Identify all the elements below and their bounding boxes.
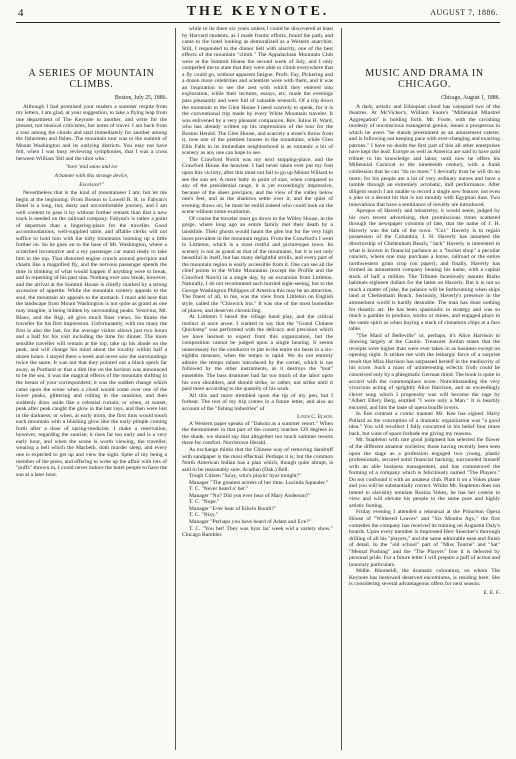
author-signature: E. E. F. [483, 590, 500, 597]
column-1 [16, 26, 167, 754]
paragraph: while to lie there six years unless I could be discovered at least by Harvard students, as I made frantic efforts, found the path, and came to the hotel looking as demoralized as a Western anarchist. Still, I responded to the dinner bell with alacrity, one of the best effects of the mountain "climb." The Appalachian Mountain Club were at the Summit House the second week of July, and I only compelled me to state that they were able to climb everywhere that a fly could go, without apparent fatigue. Profs. Fay, Pickering and a dozen more celebrities and scientists were with them, and it was an inspiration to see the zest with which they entered into exploration, while their lectures, essays, etc. made the evenings pass pleasantly and were full of valuable research. Of a trip down the mountain to the Glen House I need scarcely to speak, for it is the conventional trip made by every White Mountain traveler. It was enlivened by a very pleasant companion, Rev. Julius H. Ward, who has already written up his impressions of the tour for the Boston Herald. The Glen House, and scarcely a stone's throw from it, rose one of the prettiest houses in the mountains, while Glen Ellis Falls in its immediate neighborhood is as romantic a bit of scenery as any one can hope to see. [182, 26, 333, 157]
paragraph: Mr. Stapleton with rare good judgment has selected the flower of the different amateur societies; those having recently been seen upon the stage as a profession engaged two young, plastic professionals, secured solid financial backing, surrounded himself with an able business management, and has commenced the forming of a company which is felicitously named "The Players." Do not confound it with an amateur club. Plant it on a Vokes plane and you will be substantially correct. Whilst Mr. Stapleton does not intend to slavishly emulate Rosina Vokes, he has her coterie in view and will elevate his people to the same pure and highly artistic footing. [349, 437, 500, 509]
paragraph: Tough Citizen "Sa'ay, who's playin' hyar tonight?" [189, 473, 302, 480]
page-header [16, 4, 500, 23]
paragraph: The Crawford Notch was my next stopping-place, and the Crawford House the heaviest. I had never taken ever put my foot upon this vicinity, after this must not fail to go up Mount Willard to see the sun set. A mere baby in point of size, when compared to any of the presidential range, it is yet exceedingly impressive, because of the sheer precipice, and the view of the valley below one's feet, and as the shadows settle over it, and the quiet of evening draws on, he must be stolid indeed who could look on the scene without some exaltation. [182, 156, 333, 216]
paragraph: Although I had promised your readers a summer respite from my letters, I am glad, at your suggestion, to take a flying leap from one department of The Keynote to another, and write for the present, not musical criticisms, but notes of travel. I am back from a tour among the clouds and start immediately for another among the fishermen and fishes. The mountain tour was to the summit of Mount Washington and its outlying districts. You may not have felt, when I was busy reviewing symphonies, that I was a cross between William Tell and the idiot who: [16, 103, 167, 162]
paragraph: A Western paper speaks of "Dakota as a summer resort." When the thermometer in that part of the country reaches 120 degrees in the shade, we should say that altogether too much summer resorts there for comfort. Norristown Herald. [182, 420, 333, 447]
paragraph: Nevertheless that is the kind of mountaineer I am; but let me begin at the beginning: From Boston to Lowell R. R. to Fabyan's Hotel is a long, hot, dusty and uncomfortable journey, and I am well content to pass it by without further remark than that a new track is needed on the railroad company. Fabyan's is rather a point of departure than a lingering-place for the traveller. Good accommodations, well-supplied table, and affable clerks will not suffice to hold him with the lofty mountains looming up a little further on. So he goes on to the base of Mt. Washington, where a scratched locomotive and a toy passenger car stand ready to take him to the top. That distorted engine crawls around precipice and chasm like a magnified fly, and the nervous passenger spends the time in thinking of what would happen if anything were to break, and in repenting of his past sins. Nothing ever saw break, however, and the arrival at the Summit House is chiefly marked by a strong accession of appetite. While the mountain scenery appeals to the soul, the mountain air appeals to the stomach. I must add here that the landscape from Mount Washington is not quite as grand as one may imagine, it being hidden by surrounding peaks. Vesuvius, Mt. Blanc, and the Rigi, all give much finer views. So thinks the traveller for his first impression. Unfortunately, with too many the first is also the last, for the average visitor allows just two hours and a half for his visit including the time for dinner. The more sensible traveller will remain at the top, take up his abode on the peak, and will change his mind about the locality within half a dozen hours. I stayed there a week and never saw the surroundings twice the same. It was not that they pointed out a black speck far away, as Portland or that a dim line on the horizon was announced to be the sea, it was the magical effects of the mountain shifting in the breast of your correspondent; it was the sudden change which came upon the scene when a cloud would come over one of the lower peaks, glittering and rolling in the sunshine, and then suddenly draw aside like a celestial curtain; or when, at sunset, peak after peak caught the glow in the last rays, and then were lost in the darkness; or when, at early morn, the first tints would touch each mountain with a blushing glow like the early pimple coming forth after a dose of spring-medicine. I make a reservation, however, regarding the sunrise; it rises far too early and is a very early hour, and when the scene is worth viewing, the traveller, wearing a bell which the Macbeth, doth murder sleep, and every one is expected to get up and view the sight. Spite of my being a member of the press, and offering to write up the affair with lots of "puffs" thrown in, I could never induce the hotel people to have the sun at a later hour. [16, 190, 167, 478]
paragraph: Manager "The greatest actress of her time, Lucinda Squealer." [189, 479, 329, 486]
article-heading: A SERIES OF MOUNTAIN CLIMBS. [28, 68, 155, 90]
paragraph: In fine contrast a comic manner Mr. Kee has signed. Harry Pollard as the conception of a dramatic organization was "a good idea." You will recollect I fully concurred in his belief four times back, but want of space forbade me giving my reasons. [349, 411, 500, 437]
paragraph: "The Maid of Belleville" or, perhaps, it's Alice Harrison to drawing largely at the Casino. Treasurer Jordan states that the receipts were higher than were ever taken in as business except on opening night. It strikes me with the lethargic force of a surprise result that Miss Harrison has surpassed herself in the mediocrity of his score. Such a mass of uninteresting eclectic froth could be conceived only by a phlegmatic German mind. The book is quite in accord with the commonplace score. Notwithstanding the very vivacious acting of sprightly Alice Harrison, and an exceedingly clever song which I propensity was will become the rage by "Albert Ellery Berg, entitled "I were only a Man." It is heartily encored, and hits the taste of opera bouffe lovers. [349, 332, 500, 411]
paragraph: Of course the traveler must go down to the Willey House, in the gorge, where long ago an entire family met their death by a landslide. Their ghosts would haunt the glen but for the very high taxes prevalent in the mountain region. From the Crawford's I went to Littleton, which is a most restful and picturesque town. Its scenery is not as grand as that of the mountains, but it is not only beautiful in itself, but has many delightful strolls, and every part of the mountain region is easily accessible from it. One can see all the chief points in the White Mountains (except the Profile and the Crawford Notch) in a single day, by an excursion from Littleton. Naturally, I do not recommend such hurried sight-seeing, but to the George Washington Philippos of America this may be an attraction. The finest of all, to me, was the view from Littleton on English style, called the "Chiswick Inn." It was one of the most homelike of places, and deserves chronicling. [182, 215, 333, 314]
paragraph: All this and more trembled upon the tip of my pen, but I forbear. The rest of my trip comes in a future letter, and also an account of the "fishing industries" of [182, 392, 333, 412]
paragraph: Manager "No? Did you ever hear of Mary Anderson?" [189, 492, 311, 499]
author-signature: Louis C. Elson. [297, 414, 333, 421]
columns [16, 26, 500, 754]
page-number: 4 [18, 7, 24, 19]
column-2 [182, 26, 333, 754]
paragraph: T. C. "Never heard o' her." [189, 486, 249, 493]
verse-line: "bore 'mid snow and ice [65, 164, 118, 171]
dateline: Boston, July 25, 1886. [114, 95, 167, 101]
column-rule [175, 28, 176, 750]
paragraph: Mdlle. Rhomeldi, the dramatic coloratura, on whom The Keynote has bestowed deserved encomiums, is residing here. She is considering several advantageous offers for next season. [349, 568, 500, 588]
column-3 [349, 26, 500, 754]
verse-line: A banner with this strange device, [54, 173, 129, 180]
verse-line: Excelsior!" [79, 181, 104, 188]
issue-date: AUGUST 7, 1886. [430, 8, 498, 17]
paragraph: Manager "Ever hear of Edwin Booth?" [189, 505, 277, 512]
paragraph: As exchange thinks that the Chinese way of removing dandruff with sandpaper is the most effectual. Perhaps it is; but the common North American Indian has a plan which, though quite abrupt, is said to be reasonably sure. Acadian (Dak.) Bell. [182, 447, 333, 473]
paragraph: A dark, artistic and Ethiopian cloud has canopied two of the theatres. At McVicker's, William Foote's "Millennial Minstrel Aggregation" is holding forth. Mr. Foote, with the ravishing modesty of unconscious managerial genius, issues a prospectus in which he avers "he stands preeminent as an amusement caterer, and is following out keeping pace with ever-changing and exacting patrons." I have no doubt the first part of this all other enterprises have kept the lead. Europe as well as America are said to have paid tribute to his knowledge and labor, until now he offers his Millennial Carnival to the nineteenth century, with a frank confession that he can "do no more." I devoutly trust he will do no more, for his people are a lot of very ordinary nurses and have a tumble through an extremely acrobatic, dull performance. After diligent search I am unable to record a single new feature; not even a joke or a decent hit that is not mouldy with Egyptian dust. Two innovations that have a semblance of novelty are introduced. [349, 103, 500, 208]
paragraph: Apropos of Haverly and minstrelsy, it would seem, judged by his own recent advertising, that promiscuous times scattered through the newspaper columns of late, that the name of J. H. Haverly was the talk of the town. "Col." Haverly is to regain possession of the Columbia; J. H. Haverly has assumed the directorship of Cheltenham Beach; "Jack" Haverly is interested in what is known in financial parlance as a "bucket shop" a peculiar concern, where one may purchase a horse, railroad or the entire northwestern grain crop (on paper); and finally, Haverly has formed an amusement company bearing his name, with a capital stock of half a million. The Tribune facetiously assures Rialto habitués eighteen dollars for the latest on Haverly. But it is not so much a matter of joke, the palance will be forthcoming when ships land at Cheltenham Beach. Seriously, Haverly's presence in the amusement world is hardly desirable. The man has done nothing for theatric art. He has been spasmodic in strategy and was so much a gamble in produce, stocks or mines, and engaged plays in the same spirit as when buying a stack of cinnamon chips at a faro table. [349, 208, 500, 333]
column-rule [341, 28, 342, 750]
paragraph: T. C. "You bet! They was hyar las' week wid a variety show." Chicago Rambler. [182, 525, 333, 539]
paragraph: Manager "Perhaps you have heard of Adam and Eve?" [189, 519, 311, 526]
paragraph: T. C. "Nixy." [189, 512, 219, 519]
paragraph: T. C. "Nope." [189, 499, 220, 506]
article-heading: MUSIC AND DRAMA IN CHICAGO. [365, 68, 484, 90]
paragraph: Friday evening I attended a rehearsal at the Princeton Opera House of "Withered Leaves" and "Six Months Ago," the first comedies the company has received its training on Augustin Daly's boards. Upon every member is impressed Herr Stoecker's thorough drilling of all his "players," and the same admirable ease and finish of detail. In the "old school" part of "Miss Tourne" and "Sat" "Mental Pushing" and the "The Players" fore it is deferred by personal pride. For a future letter I will prepare a puff of action and honorary particulars. [349, 509, 500, 568]
paragraph: At Littleton I heard the village band play, and the critical instinct at once arose. I wanted to say that the "Grand Chinese Quickstep" was performed with the delicacy and precision which we have learned to expect from this organization, but the composition cannot be judged upon a single hearing. It seems unnecessary for the conductor to put in the entire six beats in a six-eighths measure, when the tempo is rapid. We do not entirely admire the tempo rubato introduced by the cornet, which is not followed by the other instruments, as it destroys the "tout" ensemble. The bass drummer had far too much of the labor upon his own shoulders, and should strike, or rather, not strike until it paid more according to the quantity of his work. [182, 314, 333, 393]
masthead: THE KEYNOTE. [186, 4, 330, 19]
dateline: Chicago, August 1, 1886. [441, 95, 500, 101]
